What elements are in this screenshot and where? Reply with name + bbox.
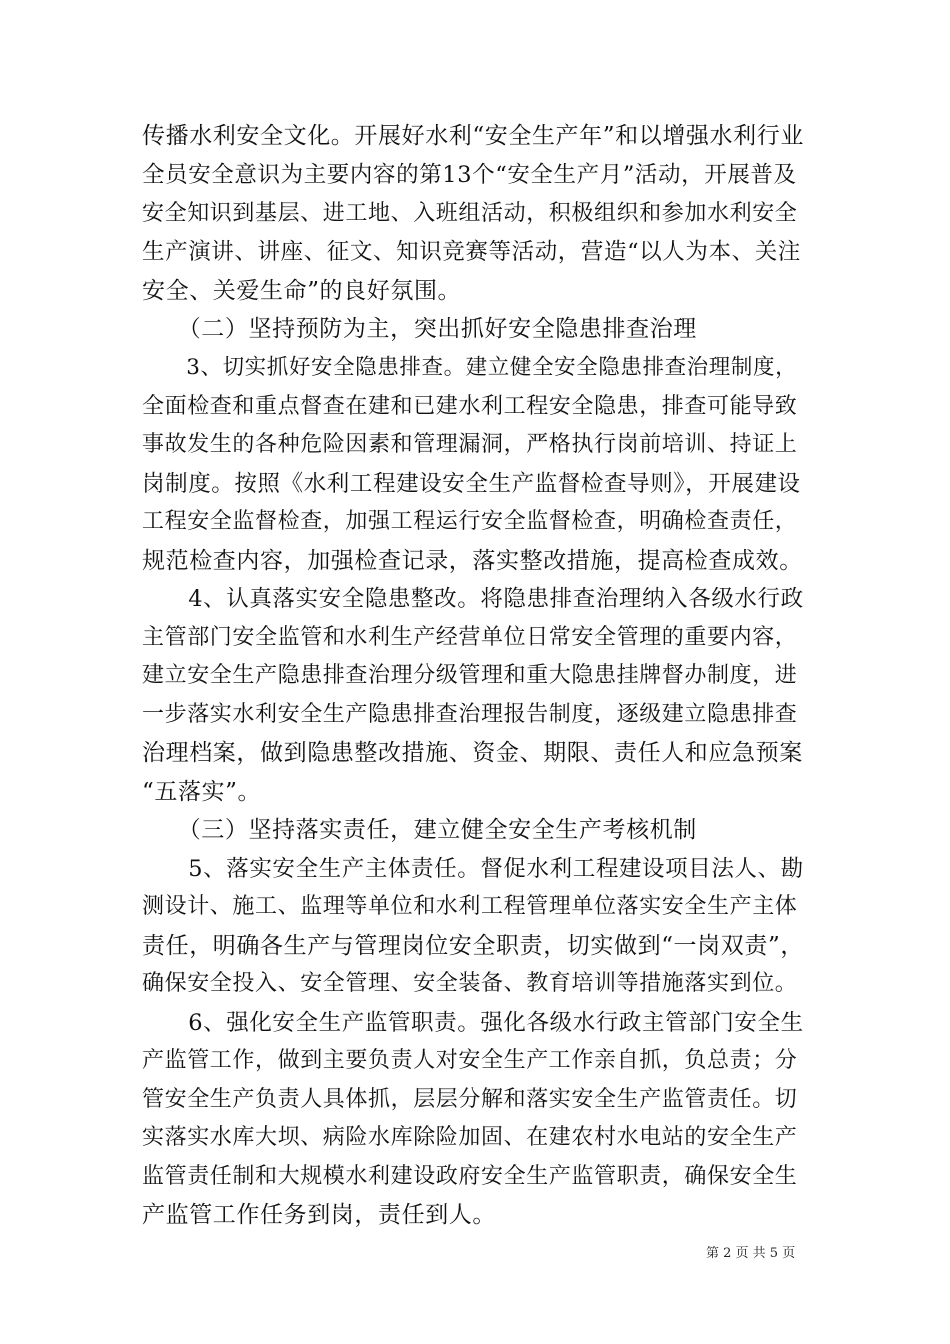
text-line: 一步落实水利安全生产隐患排查治理报告制度，逐级建立隐患排查 — [142, 702, 798, 727]
text-line: 传播水利安全文化。开展好水利“安全生产年”和以增强水利行业 — [142, 123, 804, 149]
text-line: 岗制度。按照《水利工程建设安全生产监督检查导则》，开展建设 — [142, 471, 801, 497]
text-line: 6、强化安全生产监管职责。强化各级水行政主管部门安全生 — [142, 1010, 804, 1036]
text-line: 安全知识到基层、进工地、入班组活动，积极组织和参加水利安全 — [142, 201, 798, 226]
text-line: 4、认真落实安全隐患整改。将隐患排查治理纳入各级水行政 — [142, 586, 804, 612]
text-line: 主管部门安全监管和水利生产经营单位日常安全管理的重要内容， — [142, 625, 798, 650]
text-line: 全员安全意识为主要内容的第13个“安全生产月”活动，开展普及 — [142, 162, 797, 188]
text-line: 管安全生产负责人具体抓，层层分解和落实安全生产监管责任。切 — [142, 1087, 798, 1112]
text-line: 测设计、施工、监理等单位和水利工程管理单位落实安全生产主体 — [142, 894, 798, 919]
text-line: 实落实水库大坝、病险水库除险加固、在建农村水电站的安全生产 — [142, 1125, 798, 1150]
section-heading: （二）坚持预防为主，突出抓好安全隐患排查治理 — [142, 316, 697, 342]
text-line: 3、切实抓好安全隐患排查。建立健全安全隐患排查治理制度， — [142, 355, 798, 380]
section-heading: （三）坚持落实责任，建立健全安全生产考核机制 — [142, 817, 697, 843]
text-line: 工程安全监督检查，加强工程运行安全监督检查，明确检查责任， — [142, 509, 798, 534]
page-number: 第 2 页 共 5 页 — [706, 1246, 796, 1261]
text-line: 规范检查内容，加强检查记录，落实整改措施，提高检查成效。 — [142, 548, 803, 574]
text-line: 产监管工作任务到岗，责任到人。 — [142, 1202, 496, 1228]
text-line: 安全、关爱生命”的良好氛围。 — [142, 278, 462, 304]
text-line: 5、落实安全生产主体责任。督促水利工程建设项目法人、勘 — [142, 856, 804, 882]
text-line: 治理档案，做到隐患整改措施、资金、期限、责任人和应急预案 — [142, 740, 803, 766]
text-line: 责任，明确各生产与管理岗位安全职责，切实做到“一岗双责”， — [142, 933, 804, 959]
text-line: 建立安全生产隐患排查治理分级管理和重大隐患挂牌督办制度，进 — [142, 663, 798, 688]
text-line: 监管责任制和大规模水利建设政府安全生产监管职责，确保安全生 — [142, 1164, 798, 1189]
text-line: 全面检查和重点督查在建和已建水利工程安全隐患，排查可能导致 — [142, 394, 798, 419]
text-line: “五落实”。 — [142, 779, 262, 805]
text-line: 生产演讲、讲座、征文、知识竞赛等活动，营造“以人为本、关注 — [142, 239, 801, 265]
text-line: 确保安全投入、安全管理、安全装备、教育培训等措施落实到位。 — [142, 971, 798, 996]
text-line: 事故发生的各种危险因素和管理漏洞，严格执行岗前培训、持证上 — [142, 432, 798, 457]
text-line: 产监管工作，做到主要负责人对安全生产工作亲自抓，负总责；分 — [142, 1048, 798, 1073]
